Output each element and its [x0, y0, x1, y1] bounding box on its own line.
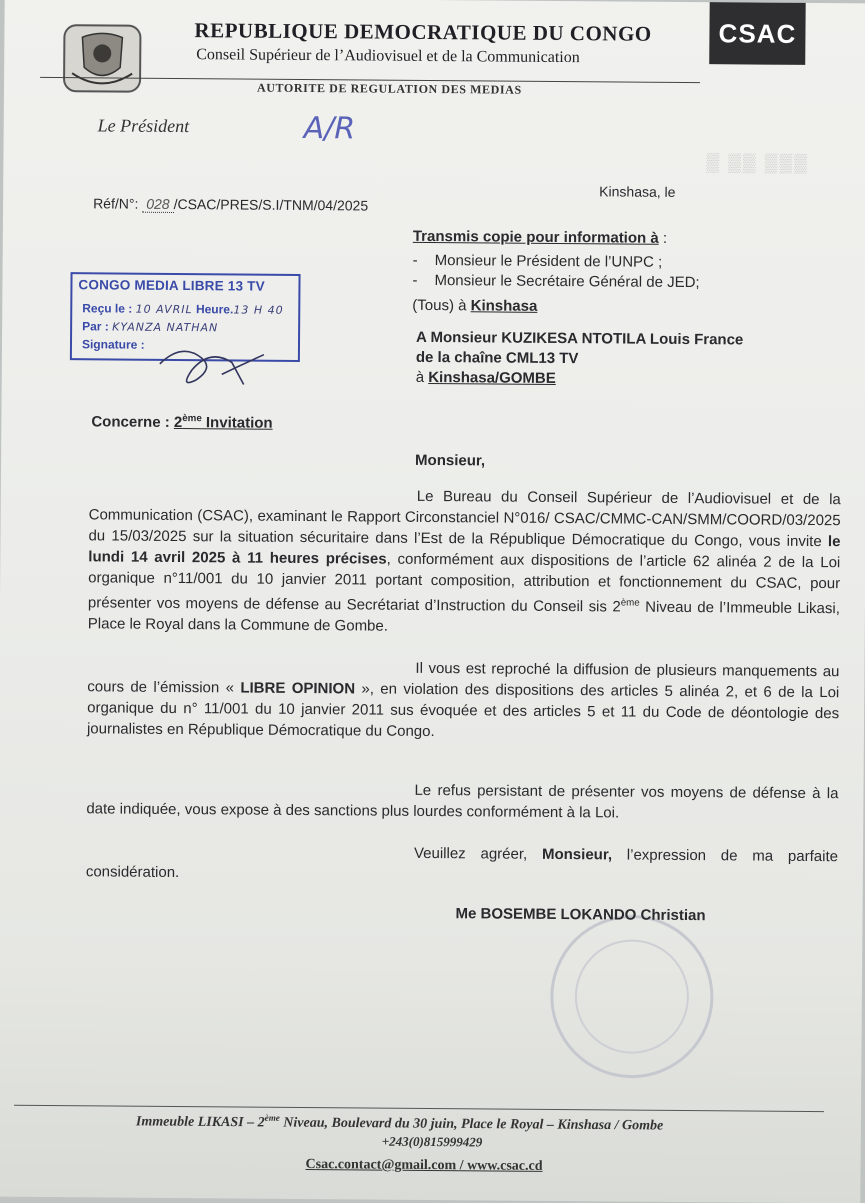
copies-recipient: - Monsieur le Président de l’UNPC ; — [412, 251, 663, 271]
handwritten-annotation: A/R — [303, 110, 356, 147]
addressee-name: A Monsieur KUZIKESA NTOTILA Louis France — [415, 328, 744, 349]
reference-number: 028 — [142, 196, 173, 213]
handwritten-signature-icon — [152, 334, 272, 391]
faded-date-stamp: ▒ ▒▒ ▒▒▒ — [706, 152, 810, 173]
copies-destination: (Tous) à Kinshasa — [412, 296, 538, 315]
body-paragraph: Le refus persistant de présenter vos moyens de défense à la date indiquée, vous expose à des sanctions plus lourdes conformément à la Loi. — [86, 781, 839, 822]
faded-official-seal-icon — [536, 901, 727, 1092]
stamp-by-row: Par : KYANZA NATHAN — [82, 319, 219, 335]
copies-title-colon: : — [658, 229, 668, 247]
signatory-title: Le Président — [97, 115, 190, 137]
copies-recipient: - Monsieur le Secrétaire Général de JED; — [412, 271, 700, 292]
addressee-block — [416, 328, 744, 391]
body-paragraph: Le Bureau du Conseil Supérieur de l’Audiovisuel et de la Communication (CSAC), examinant le Rapport Circonstanciel N°016/ CSAC/CMMC-CAN/SMM/COORD/03/2025 du 15/03/2025 sur la situation sécuritaire dans l’Est de la République Démocratique du Congo, vous invite le lundi 14 avril 2025 à 11 heures précises, conformément aux dispositions de l’article 62 alinéa 2 de la Loi organique n°11/001 du 10 janvier 2011 portant composition, attribution et fonctionnement du CSAC, pour présenter vos moyens de défense au Secrétariat d’Instruction du Conseil sis 2ème Niveau de l’Immeuble Likasi, Place le Royal dans la Commune de Gombe. — [87, 487, 841, 635]
addressee-channel: de la chaîne CML13 TV — [415, 348, 579, 368]
footer-phone: +243(0)815999429 — [381, 1133, 483, 1150]
coat-of-arms-icon — [62, 23, 143, 94]
place-date: Kinshasa, le — [599, 183, 676, 200]
closing-paragraph: Veuillez agréer, Monsieur, l’expression de ma parfaite considération. — [85, 844, 839, 882]
reference-code: /CSAC/PRES/S.I/TNM/04/2025 — [173, 195, 369, 214]
footer-address: Immeuble LIKASI – 2ème Niveau, Boulevard du 30 juin, Place le Royal – Kinshasa / Gombe — [135, 1112, 664, 1134]
copies-block — [412, 228, 843, 317]
stamp-signature-row: Signature : — [81, 337, 145, 352]
addressee-place: à Kinshasa/GOMBE — [415, 368, 556, 387]
salutation: Monsieur, — [415, 451, 486, 470]
stamp-received-row: Reçu le : 10 AVRIL Heure.13 H 40 — [82, 301, 284, 317]
csac-logo: CSAC — [709, 2, 805, 65]
letterhead-authority: AUTORITE DE REGULATION DES MEDIAS — [256, 80, 522, 97]
subject-line: Concerne : 2ème Invitation — [91, 413, 273, 432]
body-paragraph: Il vous est reproché la diffusion de plusieurs manquements au cours de l’émission « LIBRE OPINION », en violation des dispositions des articles 5 alinéa 2, et 6 de la Loi organique du n° 11/001 du 10 janvier 2011 sus évoquée et des articles 5 et 11 du Code de déontologie des journalistes en République Démocratique du Congo. — [86, 659, 840, 741]
stamp-title: CONGO MEDIA LIBRE 13 TV — [78, 277, 265, 294]
letterhead-country: REPUBLIQUE DEMOCRATIQUE DU CONGO — [194, 18, 652, 46]
letterhead-council: Conseil Supérieur de l’Audiovisuel et de la Communication — [196, 46, 580, 67]
footer-contact: Csac.contact@gmail.com / www.csac.cd — [305, 1157, 543, 1174]
reference-line — [93, 195, 368, 213]
reference-label: Réf/N°: — [93, 195, 139, 212]
signer-name: Me BOSEMBE LOKANDO Christian — [455, 905, 706, 925]
copies-title: Transmis copie pour information à — [412, 227, 659, 247]
